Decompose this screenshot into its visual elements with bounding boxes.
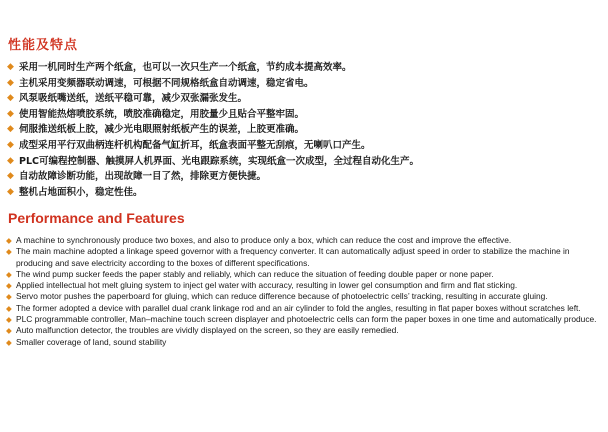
bullet-diamond-icon: ◆ [6,281,12,291]
section-english [6,210,604,348]
list-item [6,291,604,302]
list-item [6,185,604,201]
list-item [6,235,604,246]
bullet-diamond-icon: ◆ [7,139,14,150]
feature-list-chinese [6,60,604,200]
list-item-text: Applied intellectual hot melt gluing system to inject gel water with accuracy, resulting in lower gel consumption and firm and flat sticking. [16,280,518,291]
bullet-diamond-icon: ◆ [6,337,12,347]
list-item [6,107,604,123]
list-item [6,154,604,170]
list-item-text: 伺服推送纸板上胶，减少光电眼照射纸板产生的误差，上胶更准确。 [19,124,305,136]
section-chinese [6,34,604,200]
bullet-diamond-icon: ◆ [6,269,12,279]
list-item [6,60,604,76]
list-item [6,303,604,314]
bullet-diamond-icon: ◆ [7,77,14,88]
list-item-text: Smaller coverage of land, sound stability [16,336,167,347]
list-item [6,122,604,138]
list-item-text: Auto malfunction detector, the troubles are vividly displayed on the screen, so they are easily remedied. [16,325,399,336]
list-item-text: 自动故障诊断功能，出现故障一目了然，排除更方便快捷。 [19,171,267,183]
bullet-diamond-icon: ◆ [6,292,12,302]
list-item [6,337,604,348]
list-item [6,246,604,269]
feature-list-english [6,235,604,348]
list-item-text: PLC programmable controller, Man–machine touch screen displayer and photoelectric cells can form the paper boxes in one time and automatically produce. [16,314,597,325]
bullet-diamond-icon: ◆ [7,155,14,166]
bullet-diamond-icon: ◆ [6,236,12,245]
bullet-diamond-icon: ◆ [6,315,12,325]
list-item-text: 采用一机同时生产两个纸盒，也可以一次只生产一个纸盒，节约成本提高效率。 [19,62,352,73]
bullet-diamond-icon: ◆ [7,108,14,119]
bullet-diamond-icon: ◆ [7,62,14,72]
list-item [6,169,604,185]
list-item-text: 成型采用平行双曲柄连杆机构配备气缸折耳，纸盒表面平整无刮痕，无喇叭口产生。 [19,139,371,151]
list-item-text: The former adopted a device with parallel dual crank linkage rod and an air cylinder to fold the angles, resulting in flat paper boxes without scratches left. [16,302,581,313]
bullet-diamond-icon: ◆ [7,186,14,197]
heading-chinese: 性能及特点 [8,38,79,53]
bullet-diamond-icon: ◆ [7,124,14,135]
list-item-text: 使用智能热熔喷胶系统，喷胶准确稳定，用胶量少且贴合平整牢固。 [19,108,305,120]
list-item-text: The wind pump sucker feeds the paper stably and reliably, which can reduce the situation of feeding double paper or none paper. [16,268,494,279]
list-item [6,280,604,291]
bullet-diamond-icon: ◆ [6,247,12,257]
list-item [6,76,604,92]
list-item [6,269,604,280]
bullet-diamond-icon: ◆ [6,326,12,336]
list-item [6,325,604,336]
heading-english: Performance and Features [8,210,185,226]
bullet-diamond-icon: ◆ [6,303,12,313]
list-item-text: PLC可编程控制器、触摸屏人机界面、光电跟踪系统，实现纸盒一次成型，全过程自动化生产。 [19,155,419,167]
bullet-diamond-icon: ◆ [7,171,14,182]
list-item-text: 整机占地面积小，稳定性佳。 [19,186,143,198]
list-item [6,138,604,154]
list-item-text: 风泵吸纸嘴送纸，送纸平稳可靠，减少双张漏张发生。 [19,93,248,105]
list-item-text: A machine to synchronously produce two boxes, and also to produce only a box, which can reduce the cost and improve the effective. [16,235,512,245]
list-item [6,314,604,325]
list-item [6,91,604,107]
list-item-text: The main machine adopted a linkage speed governor with a frequency converter. It can automatically adjust speed in order to stabilize the machine in producing and save electricity according to the boxes of different specifications. [16,246,570,268]
list-item-text: Servo motor pushes the paperboard for gluing, which can reduce difference because of photoelectric cells’ tracking, resulting in accurate gluing. [16,291,548,302]
bullet-diamond-icon: ◆ [7,93,14,104]
list-item-text: 主机采用变频器联动调速，可根据不同规格纸盒自动调速，稳定省电。 [19,77,314,89]
